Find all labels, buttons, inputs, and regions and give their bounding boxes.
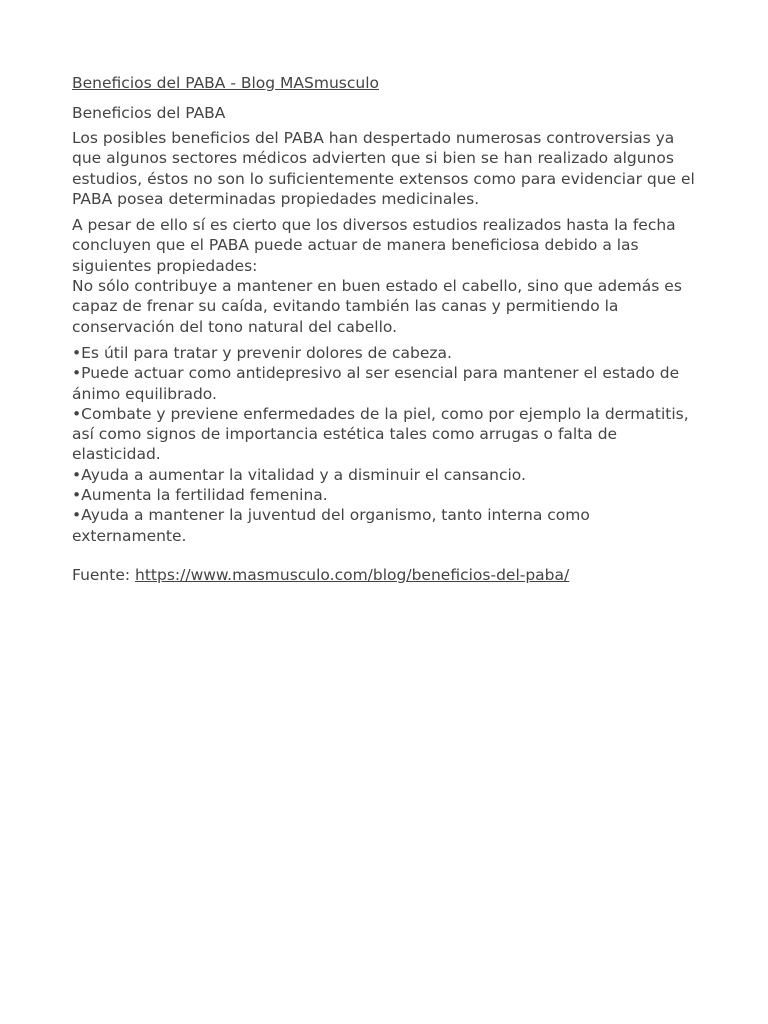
article-heading: Beneficios del PABA xyxy=(72,104,226,122)
list-item: •Ayuda a aumentar la vitalidad y a disminuir el cansancio. xyxy=(72,465,526,484)
source-label: Fuente: xyxy=(72,565,136,584)
list-item: •Puede actuar como antidepresivo al ser esencial para mantener el estado de ánimo equilibrado. xyxy=(72,364,680,403)
list-item: •Aumenta la fertilidad femenina. xyxy=(72,486,328,505)
document-title-link[interactable]: Beneficios del PABA - Blog MASmusculo xyxy=(72,74,379,92)
source-line xyxy=(72,564,702,586)
list-item: •Combate y previene enfermedades de la piel, como por ejemplo la dermatitis, así como signos de importancia estética tales como arrugas o falta de elasticidad. xyxy=(72,404,689,464)
paragraph-intro: Los posibles beneficios del PABA han despertado numerosas controversias ya que algunos sectores médicos advierten que si bien se han realizado algunos estudios, éstos no son lo suficientemente extensos como para evidenciar que el PABA posea determinadas propiedades medicinales. xyxy=(72,129,695,208)
source-link[interactable]: https://www.masmusculo.com/blog/beneficios-del-paba/ xyxy=(135,565,570,584)
list-item: •Es útil para tratar y prevenir dolores de cabeza. xyxy=(72,343,452,362)
document-page xyxy=(72,72,702,586)
list-item: •Ayuda a mantener la juventud del organismo, tanto interna como externamente. xyxy=(72,506,590,545)
benefits-list xyxy=(72,343,702,546)
paragraph-properties: A pesar de ello sí es cierto que los diversos estudios realizados hasta la fecha concluyen que el PABA puede actuar de manera beneficiosa debido a las siguientes propiedades: No sólo contribuye a mantener en buen estado el cabello, sino que además es capaz de frenar su caída, evitando también las canas y permitiendo la conservación del tono natural del cabello. xyxy=(72,216,682,336)
